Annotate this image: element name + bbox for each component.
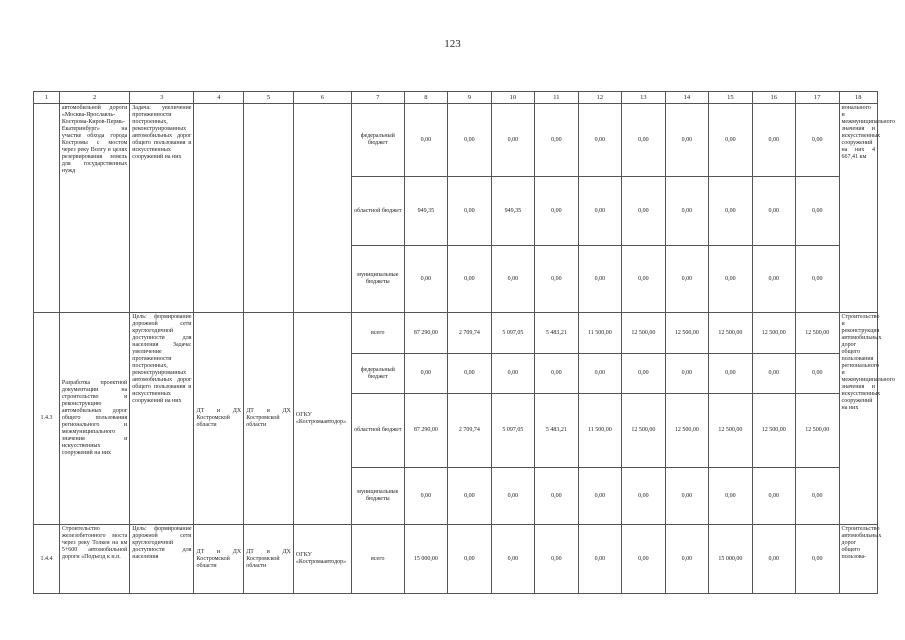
amount-cell: 0,00	[622, 525, 665, 594]
column-number: 8	[404, 92, 447, 104]
item-result: Строительство автомобильных дорог общего пользова-	[839, 525, 877, 594]
item-executor	[194, 104, 244, 313]
amount-cell: 11 500,00	[578, 313, 621, 354]
amount-cell: 0,00	[404, 354, 447, 394]
amount-cell: 0,00	[448, 104, 491, 177]
funding-source: всего	[351, 313, 404, 354]
amount-cell: 0,00	[491, 468, 534, 525]
amount-cell: 0,00	[796, 177, 839, 246]
table-row	[34, 104, 878, 177]
amount-cell: 0,00	[665, 177, 708, 246]
amount-cell: 12 500,00	[709, 313, 752, 354]
column-number: 17	[796, 92, 839, 104]
amount-cell: 12 500,00	[622, 394, 665, 468]
amount-cell: 0,00	[622, 104, 665, 177]
amount-cell: 0,00	[578, 525, 621, 594]
amount-cell: 0,00	[709, 104, 752, 177]
item-goal: Цель: формирование дорожной сети круглогодичной доступности для населения Задача: увеличение протяженности построенных, реконструированных автомобильных дорог общего пользования и искусственных сооружений на них	[130, 313, 194, 525]
column-number: 12	[578, 92, 621, 104]
item-name: Разработка проектной документации на строительство и реконструкцию автомобильных дорог общего пользования регионального и межмуниципального значения и искусственных сооружений на них	[59, 313, 129, 525]
amount-cell: 12 500,00	[665, 394, 708, 468]
amount-cell: 0,00	[752, 354, 795, 394]
column-number: 3	[130, 92, 194, 104]
item-result: Строительство и реконструкция автомобильных дорог общего пользования регионального и межмуниципального значения и искусственных сооружений на них	[839, 313, 877, 525]
amount-cell: 0,00	[709, 177, 752, 246]
amount-cell: 0,00	[796, 468, 839, 525]
amount-cell: 0,00	[709, 468, 752, 525]
amount-cell: 0,00	[665, 246, 708, 313]
amount-cell: 11 500,00	[578, 394, 621, 468]
amount-cell: 0,00	[665, 104, 708, 177]
amount-cell: 0,00	[535, 246, 578, 313]
amount-cell: 5 097,05	[491, 394, 534, 468]
amount-cell: 0,00	[535, 525, 578, 594]
amount-cell: 949,35	[404, 177, 447, 246]
amount-cell: 5 097,05	[491, 313, 534, 354]
table-row	[34, 525, 878, 594]
amount-cell: 0,00	[622, 468, 665, 525]
amount-cell: 0,00	[752, 104, 795, 177]
amount-cell: 0,00	[578, 246, 621, 313]
amount-cell: 0,00	[622, 177, 665, 246]
amount-cell: 0,00	[578, 354, 621, 394]
item-coexecutor: ДТ и ДХ Костромской области	[244, 525, 294, 594]
funding-source: областной бюджет	[351, 177, 404, 246]
amount-cell: 0,00	[578, 104, 621, 177]
funding-source: муниципальные бюджеты	[351, 468, 404, 525]
amount-cell: 0,00	[796, 525, 839, 594]
amount-cell: 0,00	[448, 354, 491, 394]
amount-cell: 15 000,00	[404, 525, 447, 594]
item-number: 1.4.4	[34, 525, 60, 594]
table-row	[34, 313, 878, 354]
amount-cell: 12 500,00	[622, 313, 665, 354]
column-number: 10	[491, 92, 534, 104]
column-number: 7	[351, 92, 404, 104]
amount-cell: 0,00	[491, 354, 534, 394]
amount-cell: 12 500,00	[665, 313, 708, 354]
amount-cell: 0,00	[752, 525, 795, 594]
amount-cell: 0,00	[491, 525, 534, 594]
amount-cell: 15 000,00	[709, 525, 752, 594]
column-number: 11	[535, 92, 578, 104]
amount-cell: 0,00	[448, 525, 491, 594]
column-number: 13	[622, 92, 665, 104]
amount-cell: 0,00	[622, 246, 665, 313]
item-result: ионального и межмуниципального значения и искусственных сооружений на них 4 667,41 км	[839, 104, 877, 313]
item-customer	[293, 104, 351, 313]
amount-cell: 12 500,00	[796, 394, 839, 468]
column-number: 4	[194, 92, 244, 104]
amount-cell: 0,00	[578, 468, 621, 525]
amount-cell: 0,00	[535, 354, 578, 394]
item-coexecutor	[244, 104, 294, 313]
item-customer: ОГКУ «Костромаавтодор»	[293, 525, 351, 594]
amount-cell: 0,00	[796, 104, 839, 177]
amount-cell: 0,00	[665, 525, 708, 594]
column-number: 2	[59, 92, 129, 104]
amount-cell: 87 290,00	[404, 394, 447, 468]
column-number: 9	[448, 92, 491, 104]
amount-cell: 0,00	[491, 104, 534, 177]
amount-cell: 0,00	[665, 468, 708, 525]
item-number	[34, 104, 60, 313]
amount-cell: 87 290,00	[404, 313, 447, 354]
column-number: 18	[839, 92, 877, 104]
amount-cell: 0,00	[709, 354, 752, 394]
amount-cell: 12 500,00	[709, 394, 752, 468]
amount-cell: 0,00	[752, 177, 795, 246]
amount-cell: 2 709,74	[448, 313, 491, 354]
amount-cell: 0,00	[535, 468, 578, 525]
amount-cell: 5 483,21	[535, 313, 578, 354]
amount-cell: 0,00	[752, 246, 795, 313]
amount-cell: 0,00	[404, 104, 447, 177]
amount-cell: 0,00	[622, 354, 665, 394]
item-name: Строительство железобетонного моста через реку Толкея на км 5+600 автомобильной дороги «Подъезд к н.п.	[59, 525, 129, 594]
amount-cell: 0,00	[796, 246, 839, 313]
item-coexecutor: ДТ и ДХ Костромской области	[244, 313, 294, 525]
column-number: 16	[752, 92, 795, 104]
amount-cell: 12 500,00	[752, 313, 795, 354]
item-goal: Цель: формирование дорожной сети круглогодичной доступности для населения	[130, 525, 194, 594]
amount-cell: 0,00	[448, 246, 491, 313]
funding-source: муниципальные бюджеты	[351, 246, 404, 313]
amount-cell: 0,00	[709, 246, 752, 313]
amount-cell: 0,00	[578, 177, 621, 246]
page-number: 123	[444, 38, 461, 50]
amount-cell: 0,00	[535, 104, 578, 177]
item-name: автомобильной дороги «Москва-Ярославль-Кострома-Киров-Пермь-Екатеринбург» на участке обхода города Костромы с мостом через реку Волгу в целях резервирования земель для государственных нужд	[59, 104, 129, 313]
amount-cell: 0,00	[535, 177, 578, 246]
amount-cell: 2 709,74	[448, 394, 491, 468]
amount-cell: 949,35	[491, 177, 534, 246]
amount-cell: 0,00	[752, 468, 795, 525]
amount-cell: 0,00	[448, 177, 491, 246]
funding-source: областной бюджет	[351, 394, 404, 468]
item-executor: ДТ и ДХ Костромской области	[194, 313, 244, 525]
column-number: 14	[665, 92, 708, 104]
column-number: 6	[293, 92, 351, 104]
amount-cell: 0,00	[404, 246, 447, 313]
item-customer: ОГКУ «Костромаавтодор»	[293, 313, 351, 525]
item-goal: Задача: увеличение протяженности построенных, реконструированных автомобильных дорог общего пользования и искусственных сооружений на них	[130, 104, 194, 313]
amount-cell: 0,00	[448, 468, 491, 525]
column-number: 15	[709, 92, 752, 104]
funding-source: федеральный бюджет	[351, 104, 404, 177]
column-number: 1	[34, 92, 60, 104]
amount-cell: 5 483,21	[535, 394, 578, 468]
funding-source: всего	[351, 525, 404, 594]
amount-cell: 0,00	[404, 468, 447, 525]
amount-cell: 0,00	[665, 354, 708, 394]
amount-cell: 12 500,00	[752, 394, 795, 468]
amount-cell: 0,00	[796, 354, 839, 394]
item-executor: ДТ и ДХ Костромской области	[194, 525, 244, 594]
funding-source: федеральный бюджет	[351, 354, 404, 394]
amount-cell: 0,00	[491, 246, 534, 313]
column-number: 5	[244, 92, 294, 104]
item-number: 1.4.3	[34, 313, 60, 525]
header-row	[34, 92, 878, 104]
budget-table	[33, 91, 895, 594]
amount-cell: 12 500,00	[796, 313, 839, 354]
